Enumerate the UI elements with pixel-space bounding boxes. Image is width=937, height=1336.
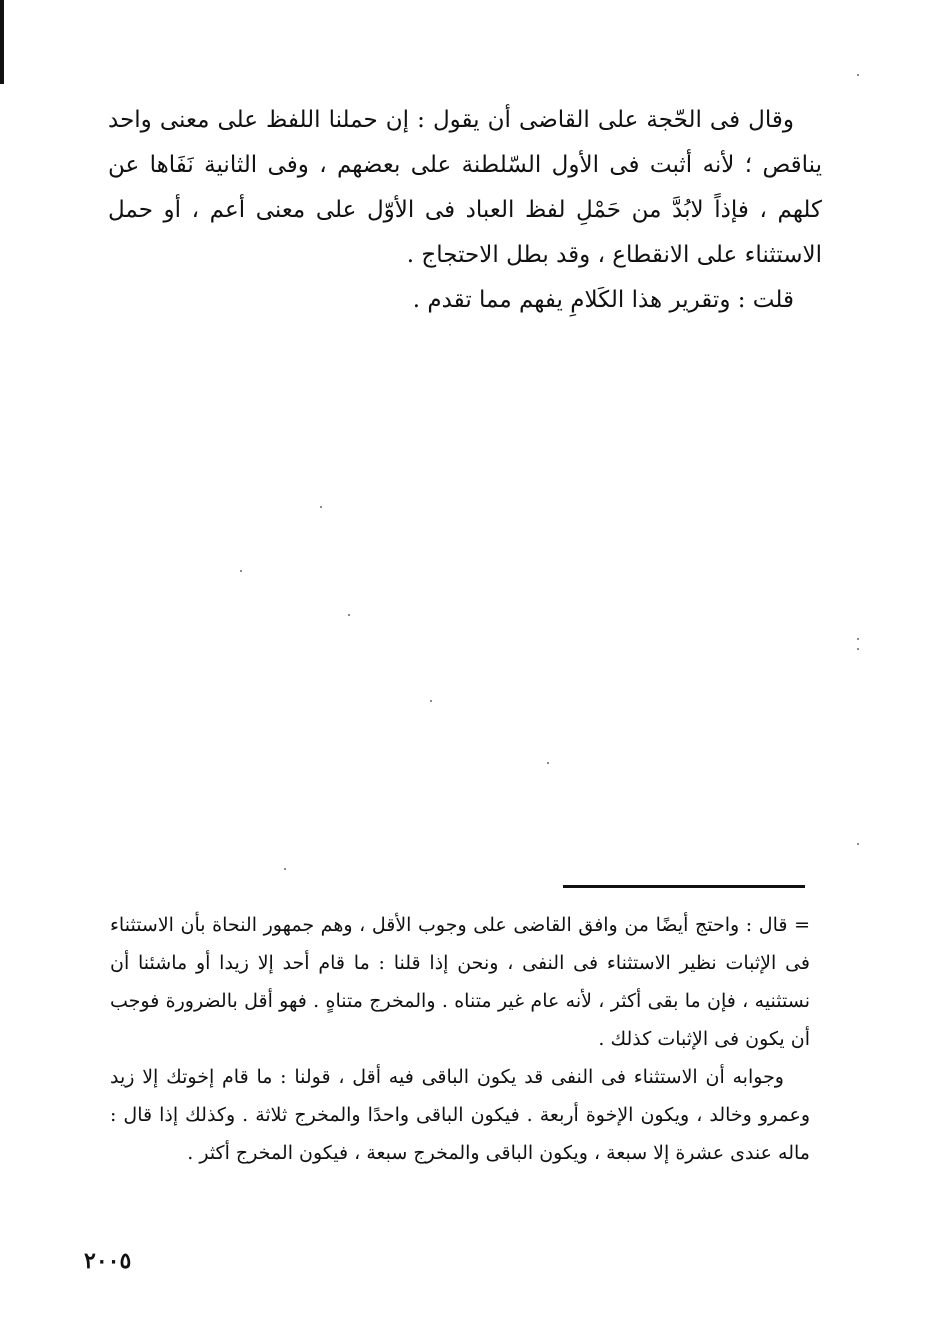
footnote-separator <box>563 885 805 888</box>
scan-speck <box>430 700 432 702</box>
scan-speck <box>857 74 859 76</box>
scan-speck <box>857 638 859 640</box>
scan-speck <box>320 506 322 508</box>
main-paragraph: وقال فى الحّجة على القاضى أن يقول : إن حملنا اللفظ على معنى واحد يناقص ؛ لأنه أثبت فى الأول السّلطنة على بعضهم ، وفى الثانية نَفَاها عن كلهم ، فإذاً لابُدَّ من حَمْلِ لفظ العباد فى الأوّل على معنى أعم ، أو حمل الاستثناء على الانقطاع ، وقد بطل الاحتجاج . <box>108 107 822 268</box>
main-body-text <box>108 98 822 323</box>
scan-speck <box>348 614 350 616</box>
footnote-paragraph: وجوابه أن الاستثناء فى النفى قد يكون الباقى فيه أقل ، قولنا : ما قام إخوتك إلا زيد وعمرو وخالد ، ويكون الإخوة أربعة . فيكون الباقى واحدًا والمخرج ثلاثة . وكذلك إذا قال : ماله عندى عشرة إلا سبعة ، ويكون الباقى والمخرج سبعة ، فيكون المخرج أكثر . <box>110 1066 810 1164</box>
main-paragraph: قلت : وتقرير هذا الكَلامِ يفهم مما تقدم . <box>412 287 794 313</box>
scan-speck <box>284 868 286 870</box>
scan-edge-line <box>0 0 4 84</box>
scan-speck <box>857 843 859 845</box>
footnote-paragraph: = قال : واحتج أيضًا من وافق القاضى على وجوب الأقل ، وهم جمهور النحاة بأن الاستثناء فى الإثبات نظير الاستثناء فى النفى ، ونحن إذا قلنا : ما قام أحد إلا زيدا أو ماشئنا أن نستثنيه ، فإن ما بقى أكثر ، لأنه عام غير متناه . والمخرج متناهٍ . فهو أقل بالضرورة فوجب أن يكون فى الإثبات كذلك . <box>110 914 811 1050</box>
page-number: ٢٠٠٥ <box>84 1248 132 1274</box>
scan-speck <box>240 570 242 572</box>
scan-speck <box>547 762 549 764</box>
footnotes-block <box>110 906 810 1172</box>
scan-speck <box>857 648 859 650</box>
